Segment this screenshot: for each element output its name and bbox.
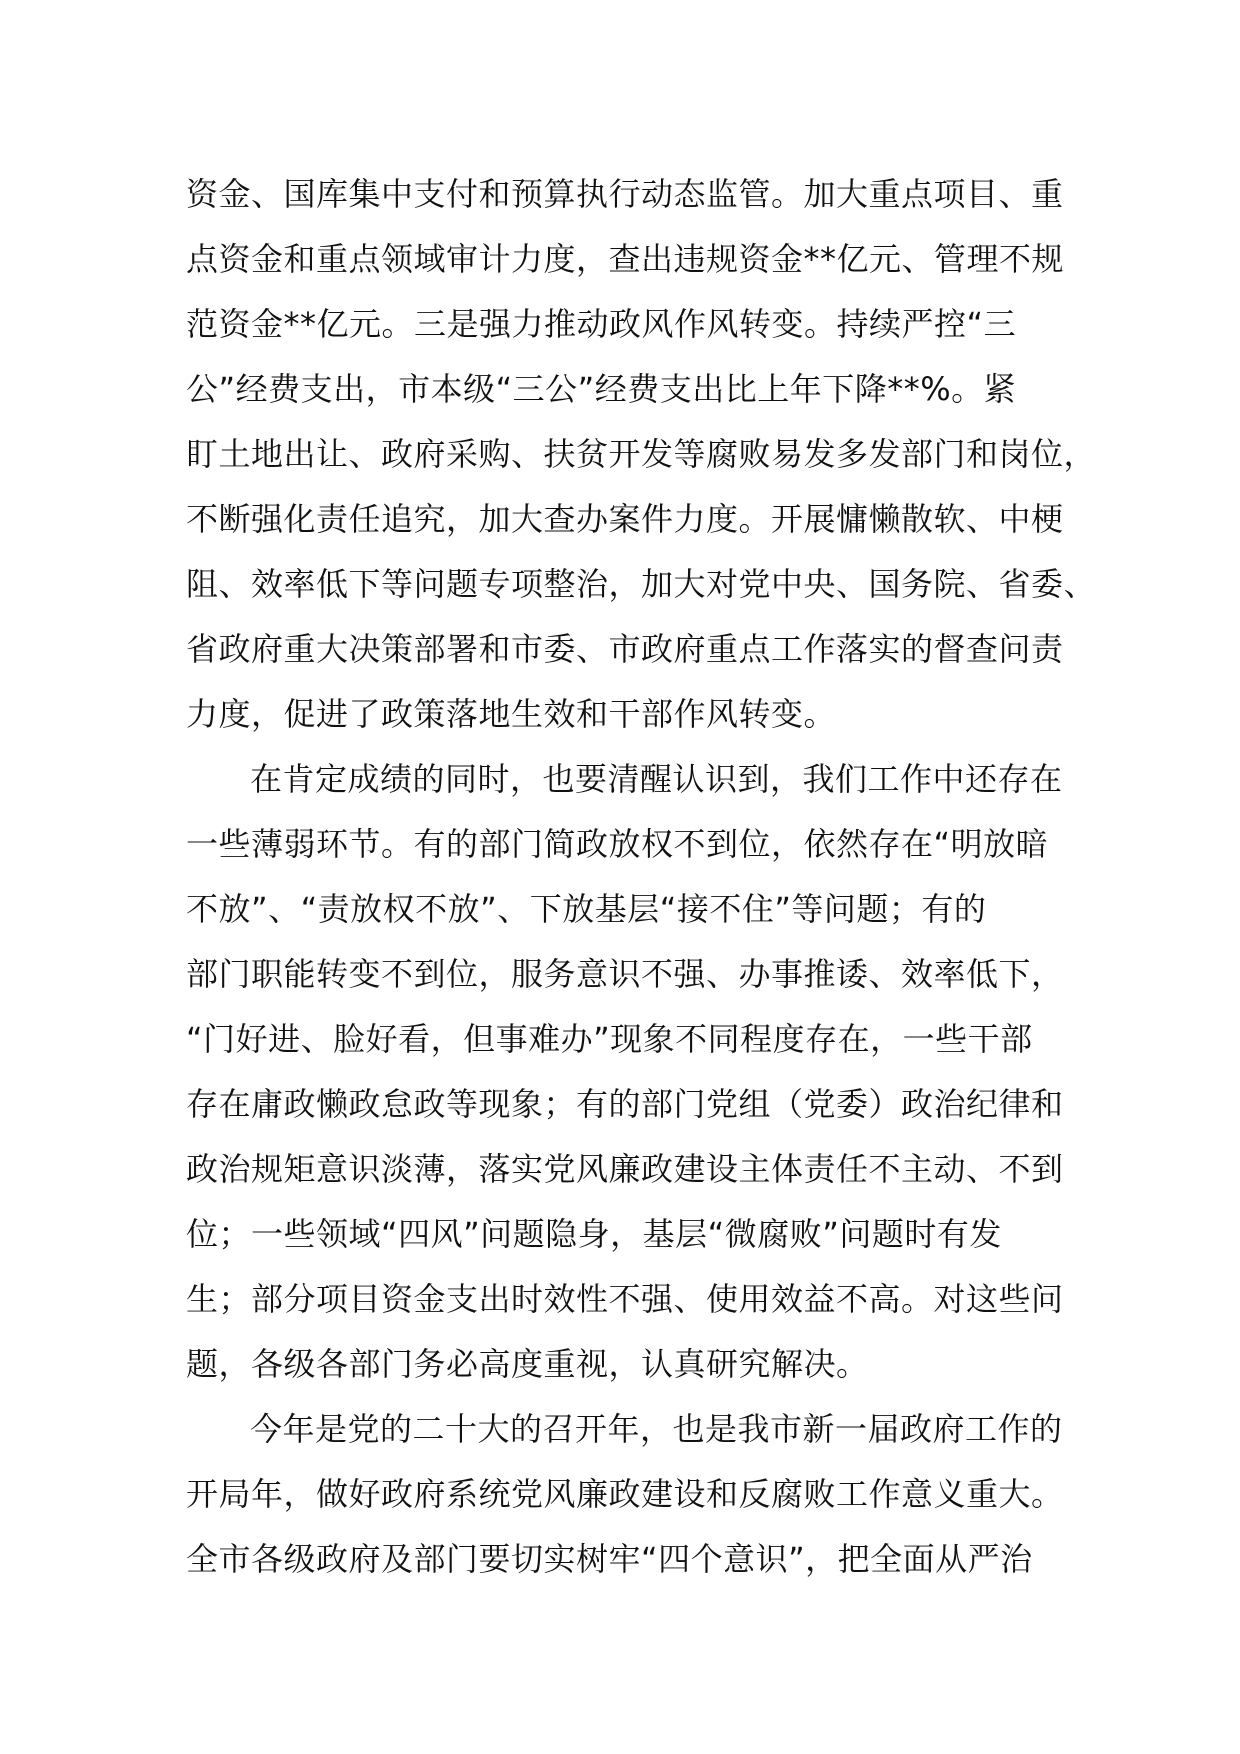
paragraph-1-line-4: 公”经费支出，市本级“三公”经费支出比上年下降**%。紧 xyxy=(186,370,1017,408)
paragraph-2-line-9: 生；部分项目资金支出时效性不强、使用效益不高。对这些问 xyxy=(186,1280,1064,1318)
paragraph-2-line-8: 位；一些领域“四风”问题隐身，基层“微腐败”问题时有发 xyxy=(186,1215,1002,1253)
paragraph-1-line-1: 资金、国库集中支付和预算执行动态监管。加大重点项目、重 xyxy=(186,175,1064,213)
paragraph-2-line-5: “门好进、脸好看，但事难办”现象不同程度存在，一些干部 xyxy=(186,1020,1033,1058)
paragraph-1-line-8: 省政府重大决策部署和市委、市政府重点工作落实的督查问责 xyxy=(186,630,1064,668)
paragraph-2-line-4: 部门职能转变不到位，服务意识不强、办事推诿、效率低下， xyxy=(186,955,1064,993)
paragraph-2-line-1: 在肯定成绩的同时，也要清醒认识到，我们工作中还存在 xyxy=(250,760,1063,798)
paragraph-2-line-3: 不放”、“责放权不放”、下放基层“接不住”等问题；有的 xyxy=(186,890,987,928)
paragraph-1-line-2: 点资金和重点领域审计力度，查出违规资金**亿元、管理不规 xyxy=(186,240,1065,278)
paragraph-2-line-6: 存在庸政懒政怠政等现象；有的部门党组（党委）政治纪律和 xyxy=(186,1085,1064,1123)
paragraph-1-line-9: 力度，促进了政策落地生效和干部作风转变。 xyxy=(186,695,837,733)
paragraph-1-line-7: 阻、效率低下等问题专项整治，加大对党中央、国务院、省委、 xyxy=(186,565,1097,603)
paragraph-1-line-5: 盯土地出让、政府采购、扶贫开发等腐败易发多发部门和岗位， xyxy=(186,435,1097,473)
paragraph-3-line-3: 全市各级政府及部门要切实树牢“四个意识”，把全面从严治 xyxy=(186,1540,1033,1578)
paragraph-1-line-6: 不断强化责任追究，加大查办案件力度。开展慵懒散软、中梗 xyxy=(186,500,1064,538)
paragraph-2-line-7: 政治规矩意识淡薄，落实党风廉政建设主体责任不主动、不到 xyxy=(186,1150,1064,1188)
document-body xyxy=(186,162,1097,1592)
paragraph-2-line-10: 题，各级各部门务必高度重视，认真研究解决。 xyxy=(186,1345,869,1383)
paragraph-3-line-1: 今年是党的二十大的召开年，也是我市新一届政府工作的 xyxy=(250,1410,1063,1448)
paragraph-1-line-3: 范资金**亿元。三是强力推动政风作风转变。持续严控“三 xyxy=(186,305,1017,343)
paragraph-3-line-2: 开局年，做好政府系统党风廉政建设和反腐败工作意义重大。 xyxy=(186,1475,1064,1513)
paragraph-2-line-2: 一些薄弱环节。有的部门简政放权不到位，依然存在“明放暗 xyxy=(186,825,1049,863)
